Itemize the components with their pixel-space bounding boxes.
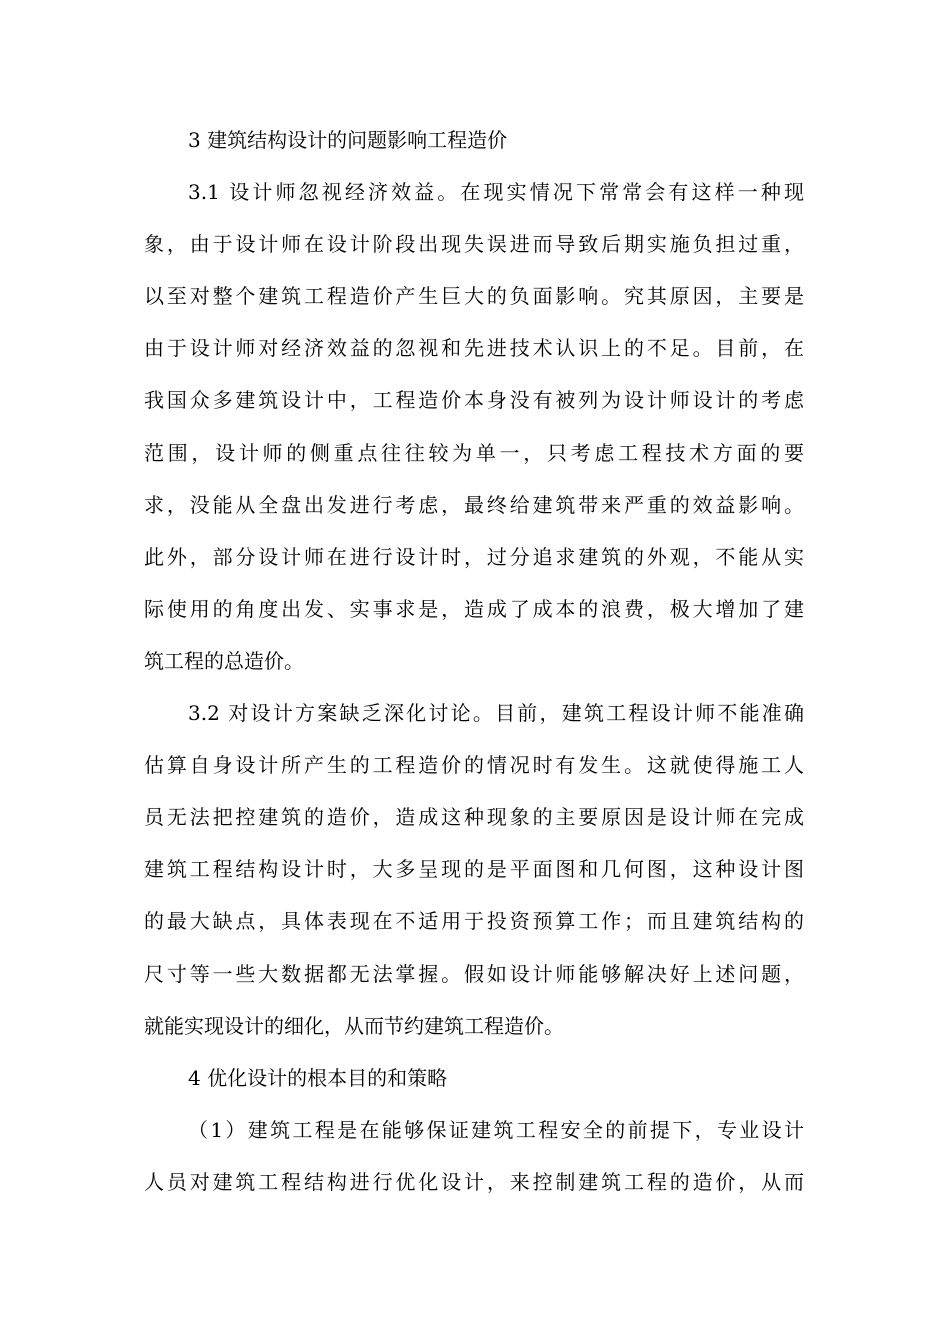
paragraph-3-1-line: 由于设计师对经济效益的忽视和先进技术认识上的不足。目前，在	[144, 336, 804, 361]
paragraph-3-1-line: 范围，设计师的侧重点往往较为单一，只考虑工程技术方面的要	[144, 440, 804, 465]
paragraph-3-1-line: 3.1 设计师忽视经济效益。在现实情况下常常会有这样一种现	[188, 180, 804, 205]
paragraph-3-2-line: 建筑工程结构设计时，大多呈现的是平面图和几何图，这种设计图	[144, 857, 804, 882]
paragraph-3-1-line: 象，由于设计师在设计阶段出现失误进而导致后期实施负担过重，	[144, 232, 804, 257]
document-body	[144, 114, 804, 1208]
paragraph-3-2-line: 就能实现设计的细化，从而节约建筑工程造价。	[144, 1013, 564, 1038]
paragraph-3-2-line: 尺寸等一些大数据都无法掌握。假如设计师能够解决好上述问题，	[144, 961, 804, 986]
paragraph-3-1-line: 此外，部分设计师在进行设计时，过分追求建筑的外观，不能从实	[144, 544, 804, 569]
paragraph-3-2-line: 员无法把控建筑的造价，造成这种现象的主要原因是设计师在完成	[144, 805, 804, 830]
section-heading-3: 3 建筑结构设计的问题影响工程造价	[188, 128, 508, 152]
paragraph-3-2-line: 3.2 对设计方案缺乏深化讨论。目前，建筑工程设计师不能准确	[188, 701, 804, 726]
paragraph-3-2-line: 估算自身设计所产生的工程造价的情况时有发生。这就使得施工人	[144, 753, 804, 778]
paragraph-3-2-line: 的最大缺点，具体表现在不适用于投资预算工作；而且建筑结构的	[144, 909, 804, 934]
paragraph-3-1-line: 际使用的角度出发、实事求是，造成了成本的浪费，极大增加了建	[144, 596, 804, 621]
paragraph-3-1-line: 求，没能从全盘出发进行考虑，最终给建筑带来严重的效益影响。	[144, 492, 804, 517]
paragraph-3-1-line: 以至对整个建筑工程造价产生巨大的负面影响。究其原因，主要是	[144, 284, 804, 309]
paragraph-4-1-line: （1）建筑工程是在能够保证建筑工程安全的前提下，专业设计	[188, 1117, 804, 1142]
paragraph-3-1-line: 筑工程的总造价。	[144, 648, 304, 673]
paragraph-3-1-line: 我国众多建筑设计中，工程造价本身没有被列为设计师设计的考虑	[144, 388, 804, 413]
section-heading-4: 4 优化设计的根本目的和策略	[188, 1065, 448, 1090]
paragraph-4-1-line: 人员对建筑工程结构进行优化设计，来控制建筑工程的造价，从而	[144, 1169, 804, 1194]
